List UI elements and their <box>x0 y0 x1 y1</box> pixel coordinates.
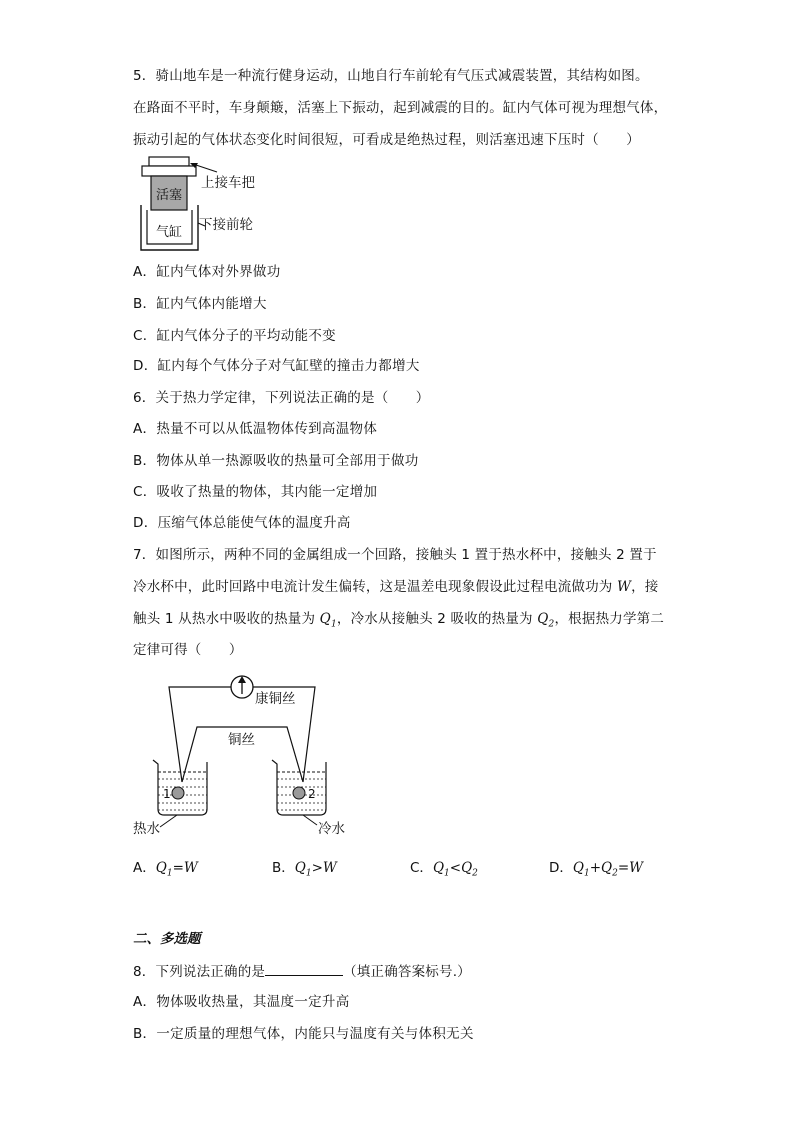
cold-water-beaker <box>272 760 345 837</box>
q8-option-b: B．一定质量的理想气体，内能只与温度有关与体积无关 <box>133 1026 474 1042</box>
q5-stem-line-1: 5．骑山地车是一种流行健身运动，山地自行车前轮有气压式减震装置，其结构如图。 <box>133 68 649 84</box>
q7-stem-line-1: 7．如图所示，两种不同的金属组成一个回路，接触头 1 置于热水杯中，接触头 2 置于 <box>133 547 657 563</box>
junction-2 <box>293 787 305 799</box>
constantan-wire-left <box>169 687 231 782</box>
section-title: 二、多选题 <box>133 931 201 947</box>
q7-option-d: D．$Q_1+Q_2=W$ <box>549 860 644 879</box>
constantan-label: 康铜丝 <box>255 691 296 707</box>
cylinder-label: 气缸 <box>155 225 183 240</box>
q8-stem: 8．下列说法正确的是 （填正确答案标号.） <box>133 961 471 982</box>
q5-stem-line-2: 在路面不平时，车身颠簸，活塞上下振动，起到减震的目的。缸内气体可视为理想气体， <box>133 100 668 116</box>
bottom-connect-label: 下接前轮 <box>199 217 253 233</box>
hot-water-label: 热水 <box>133 821 160 837</box>
thermocouple-figure <box>125 667 375 842</box>
q6-option-c: C．吸收了热量的物体，其内能一定增加 <box>133 484 378 500</box>
answer-blank[interactable] <box>265 961 343 976</box>
handlebar-plate <box>142 166 196 176</box>
q6-option-b: B．物体从单一热源吸收的热量可全部用于做功 <box>133 453 419 469</box>
q7-option-a: A．$Q_1=W$ <box>133 860 198 879</box>
q5-option-c: C．缸内气体分子的平均动能不变 <box>133 328 336 344</box>
junction-1 <box>172 787 184 799</box>
q7-stem-line-2: 冷水杯中，此时回路中电流计发生偏转，这是温差电现象假设此过程电流做功为 W，接 <box>133 579 659 595</box>
q6-option-a: A．热量不可以从低温物体传到高温物体 <box>133 421 378 437</box>
q8-option-a: A．物体吸收热量，其温度一定升高 <box>133 994 350 1010</box>
junction-1-label: 1 <box>163 787 171 801</box>
cold-water-label: 冷水 <box>318 821 345 837</box>
q5-option-b: B．缸内气体内能增大 <box>133 296 267 312</box>
q7-option-b: B．$Q_1>W$ <box>272 860 337 879</box>
hot-water-beaker <box>133 760 207 837</box>
q7-option-c: C．$Q_1<Q_2$ <box>410 860 478 879</box>
copper-label: 铜丝 <box>228 732 255 748</box>
junction-2-label: 2 <box>308 787 316 801</box>
piston-label: 活塞 <box>155 188 183 203</box>
q5-stem-line-3: 振动引起的气体状态变化时间很短，可看成是绝热过程，则活塞迅速下压时（ ） <box>133 132 640 148</box>
q5-option-a: A．缸内气体对外界做功 <box>133 264 281 280</box>
q7-stem-line-3: 触头 1 从热水中吸收的热量为 $Q_1$，冷水从接触头 2 吸收的热量为 $Q_2$，根据热力学第二 <box>133 611 665 630</box>
shock-absorber-figure <box>135 150 275 262</box>
q7-stem-line-4: 定律可得（ ） <box>133 642 243 658</box>
q7-options-row <box>133 856 653 879</box>
q6-option-d: D．压缩气体总能使气体的温度升高 <box>133 515 351 531</box>
work-variable: W <box>617 579 632 595</box>
top-connect-label: 上接车把 <box>201 175 255 191</box>
piston-cap <box>149 157 189 166</box>
q6-stem: 6．关于热力学定律，下列说法正确的是（ ） <box>133 390 430 406</box>
q5-option-d: D．缸内每个气体分子对气缸壁的撞击力都增大 <box>133 358 420 374</box>
